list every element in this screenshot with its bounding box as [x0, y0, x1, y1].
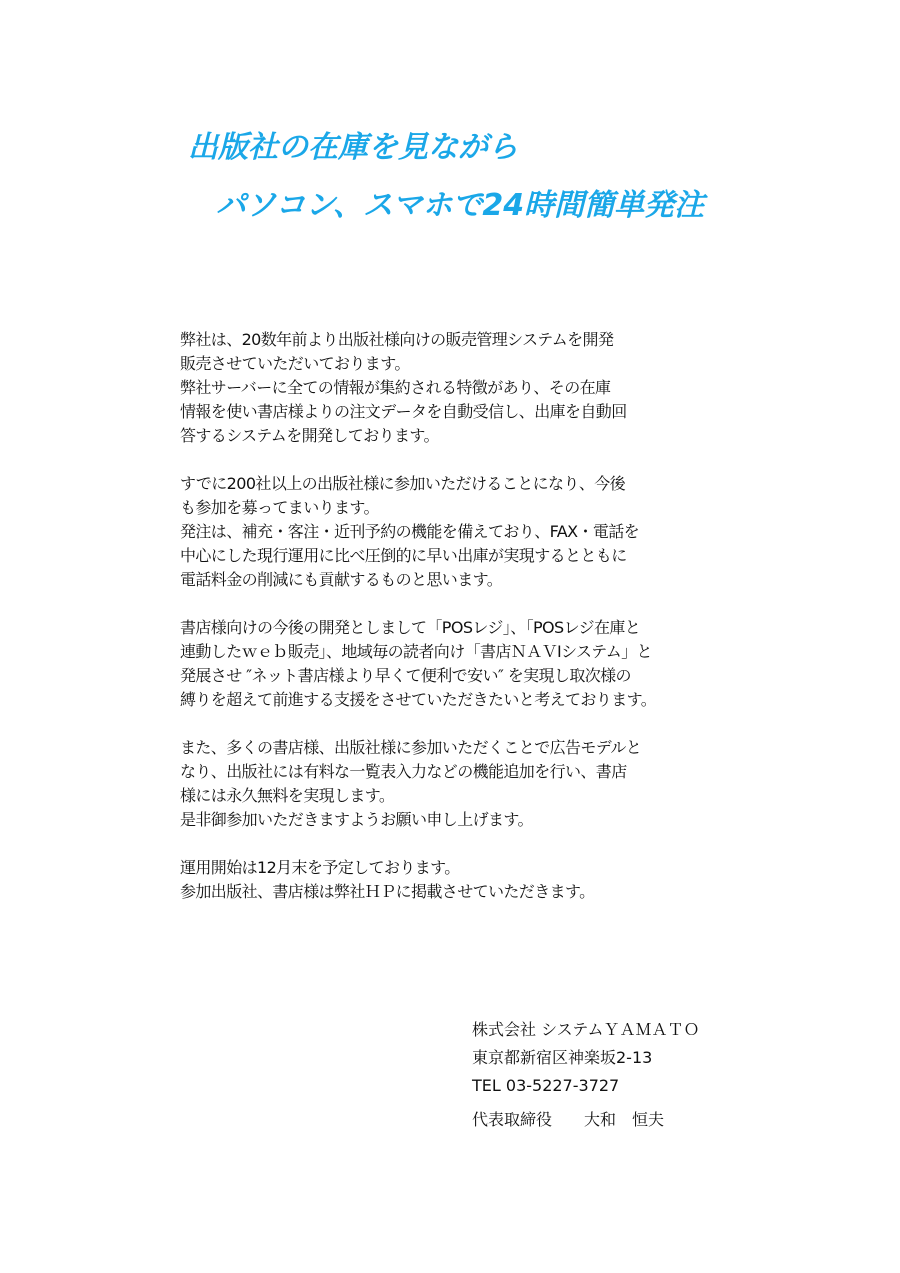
body-text [180, 328, 720, 928]
text-line: 弊社サーバーに全ての情報が集約される特徴があり、その在庫 [180, 378, 611, 397]
text-line: なり、出版社には有料な一覧表入力などの機能追加を行い、書店 [180, 762, 627, 781]
company-name: 株式会社 システムＹＡＭＡＴＯ [472, 1020, 700, 1039]
text-line: すでに200社以上の出版社様に参加いただけることになり、今後 [180, 474, 626, 493]
representative-name: 代表取締役 大和 恒夫 [472, 1110, 665, 1129]
text-line: 発展させ ″ネット書店様より早くて便利で安い″ を実現し取次様の [180, 666, 631, 685]
paragraph-future-development [180, 616, 720, 712]
paragraph-ad-model [180, 736, 720, 832]
text-line: 販売させていただいております。 [180, 354, 410, 373]
text-line: 発注は、補充・客注・近刊予約の機能を備えており、FAX・電話を [180, 522, 640, 541]
text-line: また、多くの書店様、出版社様に参加いただくことで広告モデルと [180, 738, 642, 757]
text-line: 弊社は、20数年前より出版社様向けの販売管理システムを開発 [180, 330, 614, 349]
headline-line-2: パソコン、スマホで24時間簡単発注 [216, 188, 705, 223]
text-line: 情報を使い書店様よりの注文データを自動受信し、出庫を自動回 [180, 402, 627, 421]
text-line: 運用開始は12月末を予定しております。 [180, 858, 460, 877]
company-phone: TEL 03-5227-3727 [472, 1076, 620, 1095]
text-line: 中心にした現行運用に比べ圧倒的に早い出庫が実現するとともに [180, 546, 627, 565]
paragraph-participation [180, 472, 720, 592]
text-line: 書店様向けの今後の開発としまして「POSレジ」、「POSレジ在庫と [180, 618, 641, 637]
text-line: も参加を募ってまいります。 [180, 498, 379, 517]
paragraph-schedule [180, 856, 720, 904]
text-line: 電話料金の削減にも貢献するものと思います。 [180, 570, 503, 589]
company-address: 東京都新宿区神楽坂2-13 [472, 1048, 653, 1067]
signature-block [472, 1016, 700, 1134]
paragraph-intro [180, 328, 720, 448]
text-line: 連動したｗｅｂ販売」、地域毎の読者向け「書店ＮＡＶIシステム」と [180, 642, 652, 661]
text-line: 是非御参加いただきますようお願い申し上げます。 [180, 810, 533, 829]
headline-line-1: 出版社の在庫を見ながら [188, 130, 518, 165]
text-line: 答するシステムを開発しております。 [180, 426, 439, 445]
text-line: 縛りを超えて前進する支援をさせていただきたいと考えております。 [180, 690, 657, 709]
text-line: 様には永久無料を実現します。 [180, 786, 395, 805]
text-line: 参加出版社、書店様は弊社ＨＰに掲載させていただきます。 [180, 882, 595, 901]
